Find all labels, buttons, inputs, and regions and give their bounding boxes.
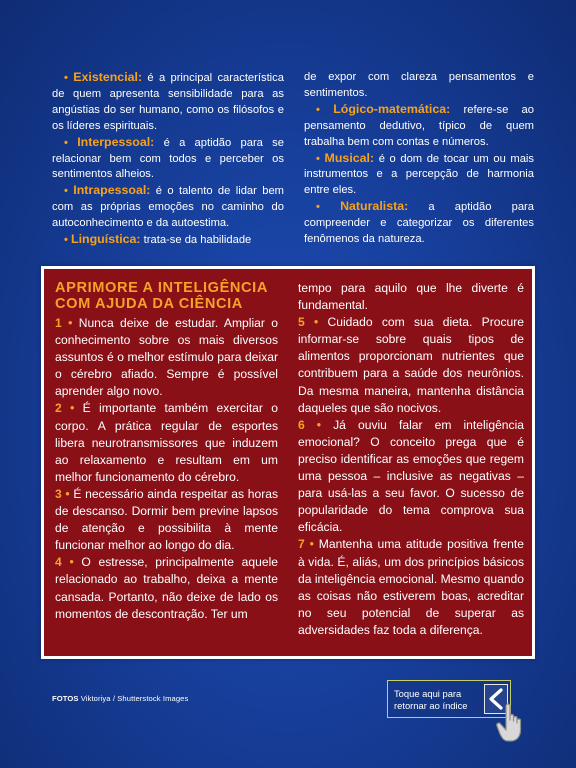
- credit-label: FOTOS: [52, 694, 79, 703]
- back-label-line: retornar ao índice: [394, 700, 468, 711]
- tip-number: 1 •: [55, 316, 73, 330]
- intro-entry-interpessoal: [52, 135, 284, 184]
- tip-text: Já ouviu falar em inteligência emocional? O conceito prega que é preciso identificar as emoções que regem uma pessoa – inclusive as negativas – para usá-las a seu favor. O sucesso de popularidade do tema comprova sua eficácia.: [298, 417, 524, 535]
- tip-number: 4 •: [55, 555, 74, 570]
- back-to-index-button[interactable]: [387, 680, 537, 746]
- intro-text: trata-se da habilidade: [140, 234, 252, 247]
- back-label-line: Toque aqui para: [394, 688, 462, 699]
- bullet: •: [64, 234, 68, 247]
- intro-continuation: de expor com clareza pensamentos e sentimentos.: [304, 71, 534, 99]
- intro-term: Linguística:: [71, 232, 141, 247]
- intro-term: Musical:: [324, 150, 375, 165]
- tip-number: 7 •: [298, 537, 314, 552]
- intro-entry-musical: [304, 151, 534, 200]
- tips-title-line: COM AJUDA DA CIÊNCIA: [55, 296, 243, 312]
- bullet: •: [316, 152, 320, 165]
- tips-left-column: [55, 280, 278, 623]
- photo-credit: [52, 694, 188, 703]
- intro-term: Lógico-matemática:: [333, 101, 451, 116]
- bullet: •: [64, 185, 68, 198]
- bullet: •: [316, 103, 320, 116]
- tip-text: Mantenha uma atitude positiva frente à vida. É, aliás, um dos princípios básicos da inteligência emocional. Mesmo quando as coisas não estiverem boas, acreditar no seu potencial de superar as adversidades faz toda a diferença.: [298, 537, 524, 637]
- tip-2: [55, 400, 278, 485]
- intro-term: Interpessoal:: [77, 134, 155, 149]
- tip-number: 5 •: [298, 315, 319, 330]
- tips-title: [55, 280, 278, 312]
- tip-4: [55, 554, 278, 622]
- intro-text: a aptidão para compreender e categorizar os diferentes fenômenos da natureza.: [304, 201, 534, 246]
- bullet: •: [64, 136, 68, 149]
- bullet: •: [316, 201, 320, 214]
- tip-text: É necessário ainda respeitar as horas de descanso. Dormir bem previne lapsos de atenção e possibilita à mente funcionar melhor ao longo do dia.: [55, 486, 278, 553]
- tip-text: O estresse, principalmente aquele relacionado ao trabalho, deixa a mente cansada. Portanto, não deixe de lado os momentos de descontração. Ter um: [55, 555, 278, 621]
- intro-entry-linguistica: [52, 232, 284, 249]
- tips-title-line: APRIMORE A INTELIGÊNCIA: [55, 280, 268, 296]
- intro-term: Existencial:: [73, 70, 143, 84]
- intro-entry-intrapessoal: [52, 183, 284, 232]
- intro-right-column: [304, 70, 534, 248]
- intro-entry-naturalista: [304, 199, 534, 248]
- tips-box: [41, 266, 535, 659]
- intro-text: é o talento de lidar bem com as próprias emoções no caminho do autoconhecimento e da autoestima.: [52, 185, 285, 230]
- tip-number: 6 •: [298, 417, 322, 432]
- back-to-index-frame[interactable]: [387, 680, 511, 718]
- tip-number: 2 •: [55, 401, 75, 416]
- tip-5: [298, 314, 524, 417]
- intro-entry-logico-matematica: [304, 102, 534, 151]
- intro-text: é a principal característica de quem apresenta sensibilidade para as angústias do ser humano, como os filósofos e os líderes espirituais.: [52, 72, 284, 132]
- tip-7: [298, 536, 524, 639]
- tips-right-column: [298, 280, 524, 639]
- tip-3: [55, 486, 278, 554]
- tip-text: É importante também exercitar o corpo. A prática regular de esportes libera neurotransmissores que induzem ao relaxamento e resultam em um melhor funcionamento do cérebro.: [55, 401, 278, 484]
- intro-text: refere-se ao pensamento dedutivo, típico de quem trabalha bem com contas e números.: [304, 103, 534, 148]
- back-to-index-label: [394, 688, 484, 712]
- intro-entry-existencial: [52, 70, 284, 135]
- intro-text: é a aptidão para se relacionar bem com todos e perceber os sentimentos alheios.: [52, 136, 284, 181]
- credit-text: Viktoriya / Shutterstock Images: [78, 694, 189, 703]
- tip-1: [55, 315, 278, 400]
- intro-left-column: [52, 70, 284, 249]
- tap-hand-icon: [495, 702, 525, 744]
- intro-term: Intrapessoal:: [73, 183, 151, 198]
- intro-text: é o dom de tocar um ou mais instrumentos e a percepção de harmonia entre eles.: [304, 152, 535, 197]
- tip-text: Nunca deixe de estudar. Ampliar o conhecimento sobre os mais diversos assuntos é o melhor estímulo para deixar o cérebro afiado. Sempre é possível aprender algo novo.: [55, 316, 278, 399]
- tip-6: [298, 417, 524, 537]
- tip-4-continuation: tempo para aquilo que lhe diverte é fundamental.: [298, 281, 524, 313]
- tip-text: Cuidado com sua dieta. Procure informar-se sobre quais tipos de alimentos proporcionam nutrientes que contribuem para a saúde dos neurônios. Da mesma maneira, mantenha distância daqueles que são nocivos.: [298, 315, 524, 415]
- tip-number: 3 •: [55, 486, 70, 501]
- intro-term: Naturalista:: [340, 199, 409, 214]
- bullet: •: [64, 72, 68, 84]
